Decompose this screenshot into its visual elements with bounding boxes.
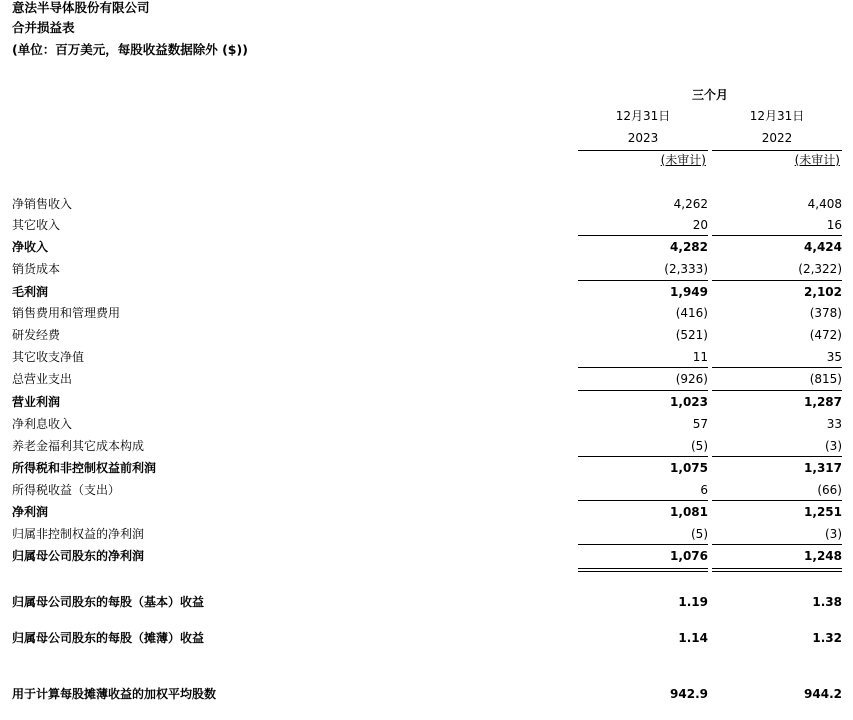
row-label: 研发经费 [12,328,61,342]
value-2022: (472) [809,328,842,342]
col-2022-note: (未审计) [794,153,840,167]
col-2022-year: 2022 [761,131,793,145]
table-row [0,282,853,302]
table-row [0,524,853,544]
value-2022: (66) [817,483,842,497]
subtotal-rule-2023 [578,235,708,236]
subtotal-rule-2022 [712,280,842,281]
row-label: 净销售收入 [12,197,73,211]
table-row [0,325,853,345]
value-2023: 1,949 [670,285,708,299]
value-2023: 4,282 [670,240,708,254]
value-2023: 1.14 [678,631,708,645]
row-label: 销售费用和管理费用 [12,306,121,320]
value-2022: 16 [826,218,842,232]
subtotal-rule-2022 [712,456,842,457]
value-2022: 2,102 [804,285,842,299]
table-row [0,194,853,214]
table-row [0,303,853,323]
table-row [0,369,853,389]
value-2022: 1,287 [804,395,842,409]
value-2023: 1,023 [670,395,708,409]
header-rule-2023 [578,150,708,151]
value-2022: 1.32 [812,631,842,645]
row-label: 毛利润 [12,285,49,299]
statement-title: 合并损益表 [12,20,75,35]
value-2023: 6 [700,483,708,497]
subtotal-rule-2022 [712,500,842,501]
table-row [0,259,853,279]
double-rule-2022 [712,568,842,569]
value-2023: (521) [675,328,708,342]
subtotal-rule-2023 [578,280,708,281]
value-2022: (378) [809,306,842,320]
row-label: 归属非控制权益的净利润 [12,527,145,541]
row-label: 养老金福利其它成本构成 [12,439,145,453]
value-2023: 4,262 [673,197,708,211]
table-row [0,480,853,500]
subtotal-rule-2023 [578,544,708,545]
subtotal-rule-2023 [578,500,708,501]
subtotal-rule-2022 [712,235,842,236]
subtotal-rule-2022 [712,544,842,545]
value-2022: 4,424 [804,240,842,254]
table-row [0,215,853,235]
value-2022: 944.2 [804,687,842,701]
value-2022: 1,248 [804,549,842,563]
col-2023-note: (未审计) [660,153,706,167]
value-2023: (2,333) [664,262,708,276]
table-row [0,436,853,456]
row-label: 总营业支出 [12,372,73,386]
row-label: 其它收支净值 [12,350,85,364]
double-rule-2022 [712,571,842,572]
row-label: 净收入 [12,240,49,254]
row-label: 净利润 [12,505,49,519]
double-rule-2023 [578,571,708,572]
subtotal-rule-2023 [578,367,708,368]
row-label: 其它收入 [12,218,61,232]
value-2023: (926) [675,372,708,386]
table-row [0,347,853,367]
table-row [0,628,853,648]
value-2023: 1,075 [670,461,708,475]
value-2022: 35 [826,350,842,364]
row-label: 销货成本 [12,262,61,276]
table-row [0,392,853,412]
value-2022: 4,408 [807,197,842,211]
table-row [0,458,853,478]
table-row [0,414,853,434]
company-name: 意法半导体股份有限公司 [12,0,150,15]
value-2023: 20 [692,218,708,232]
value-2023: 57 [692,417,708,431]
table-row [0,237,853,257]
value-2022: 1.38 [812,595,842,609]
col-2022-date: 12月31日 [749,109,805,123]
row-label: 净利息收入 [12,417,73,431]
row-label: 用于计算每股摊薄收益的加权平均股数 [12,687,217,701]
period-header: 三个月 [691,88,728,102]
value-2022: 1,251 [804,505,842,519]
row-label: 所得税和非控制权益前利润 [12,461,157,475]
value-2023: 1.19 [678,595,708,609]
value-2023: (416) [675,306,708,320]
value-2022: 1,317 [804,461,842,475]
table-row [0,546,853,566]
header-rule-2022 [712,150,842,151]
row-label: 归属母公司股东的净利润 [12,549,145,563]
col-2023-date: 12月31日 [615,109,671,123]
row-label: 营业利润 [12,395,61,409]
table-row [0,502,853,522]
subtotal-rule-2022 [712,390,842,391]
unit-note: (单位：百万美元，每股收益数据除外 ($)) [12,42,248,57]
table-row [0,684,853,704]
subtotal-rule-2023 [578,456,708,457]
value-2022: (815) [809,372,842,386]
double-rule-2023 [578,568,708,569]
row-label: 所得税收益（支出） [12,483,121,497]
value-2022: (3) [825,527,842,541]
col-2023-year: 2023 [627,131,659,145]
value-2023: 1,081 [670,505,708,519]
value-2023: 11 [692,350,708,364]
subtotal-rule-2023 [578,390,708,391]
value-2022: 33 [826,417,842,431]
table-row [0,592,853,612]
value-2022: (2,322) [798,262,842,276]
value-2023: 1,076 [670,549,708,563]
subtotal-rule-2022 [712,367,842,368]
value-2023: (5) [691,439,708,453]
row-label: 归属母公司股东的每股（摊薄）收益 [12,631,205,645]
value-2022: (3) [825,439,842,453]
row-label: 归属母公司股东的每股（基本）收益 [12,595,205,609]
value-2023: (5) [691,527,708,541]
value-2023: 942.9 [670,687,708,701]
